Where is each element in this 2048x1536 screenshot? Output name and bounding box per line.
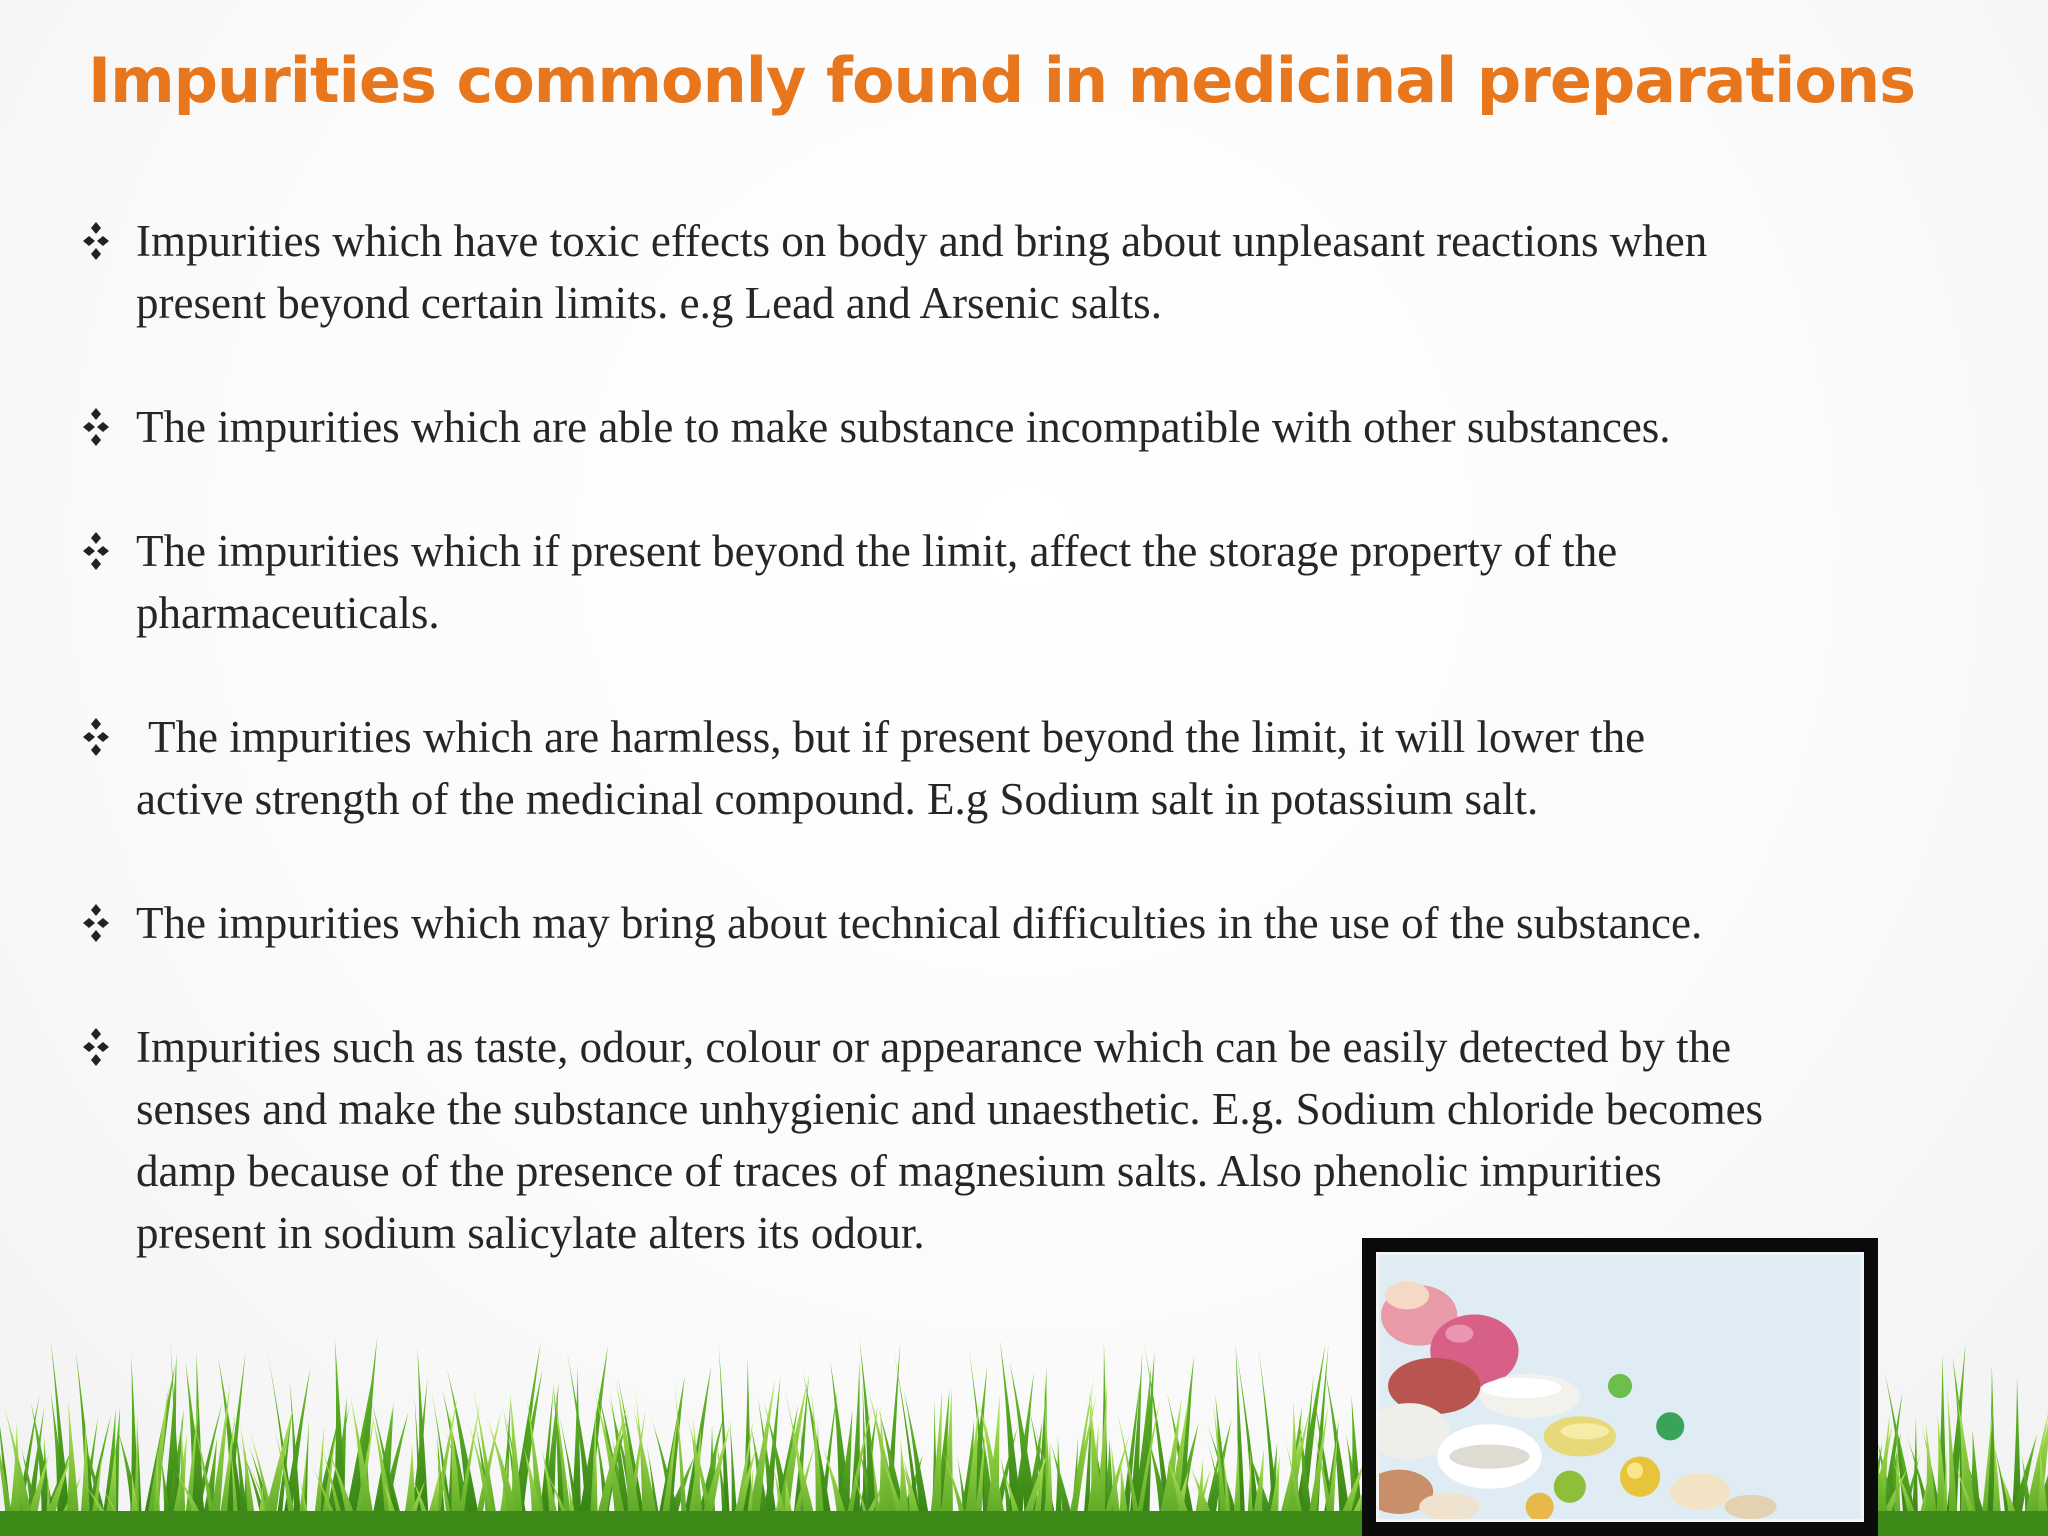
bullet-item [74,706,1645,830]
bullet-line: present beyond certain limits. e.g Lead and Arsenic salts. [136,278,1162,328]
bullet-line: pharmaceuticals. [136,588,440,638]
pills-photo [1376,1252,1864,1522]
diamond-bullet-icon [74,520,118,582]
bullet-line: Impurities which have toxic effects on body and bring about unpleasant reactions when [136,216,1708,266]
bullet-line: The impurities which may bring about technical difficulties in the use of the substance. [136,898,1703,948]
bullet-line: The impurities which are harmless, but if present beyond the limit, it will lower the [148,712,1646,762]
slide-title: Impurities commonly found in medicinal preparations [88,44,1916,117]
bullet-line: senses and make the substance unhygienic and unaesthetic. E.g. Sodium chloride becomes [136,1084,1764,1134]
bullet-line: active strength of the medicinal compound. E.g Sodium salt in potassium salt. [136,774,1539,824]
bullet-line: present in sodium salicylate alters its odour. [136,1208,925,1258]
bullet-item [74,396,1671,458]
diamond-bullet-icon [74,892,118,954]
bullet-line: damp because of the presence of traces of magnesium salts. Also phenolic impurities [136,1146,1662,1196]
bullet-item [74,520,1617,644]
bullet-line: The impurities which if present beyond the limit, affect the storage property of the [136,526,1618,576]
diamond-bullet-icon [74,210,118,272]
diamond-bullet-icon [74,396,118,458]
bullet-item [74,210,1707,334]
diamond-bullet-icon [74,706,118,768]
diamond-bullet-icon [74,1016,118,1078]
bullet-line: Impurities such as taste, odour, colour or appearance which can be easily detected by the [136,1022,1732,1072]
pills-photo-frame [1362,1238,1878,1536]
bullet-item [74,892,1702,954]
bullet-line: The impurities which are able to make substance incompatible with other substances. [136,402,1671,452]
bullet-item [74,1016,1763,1264]
